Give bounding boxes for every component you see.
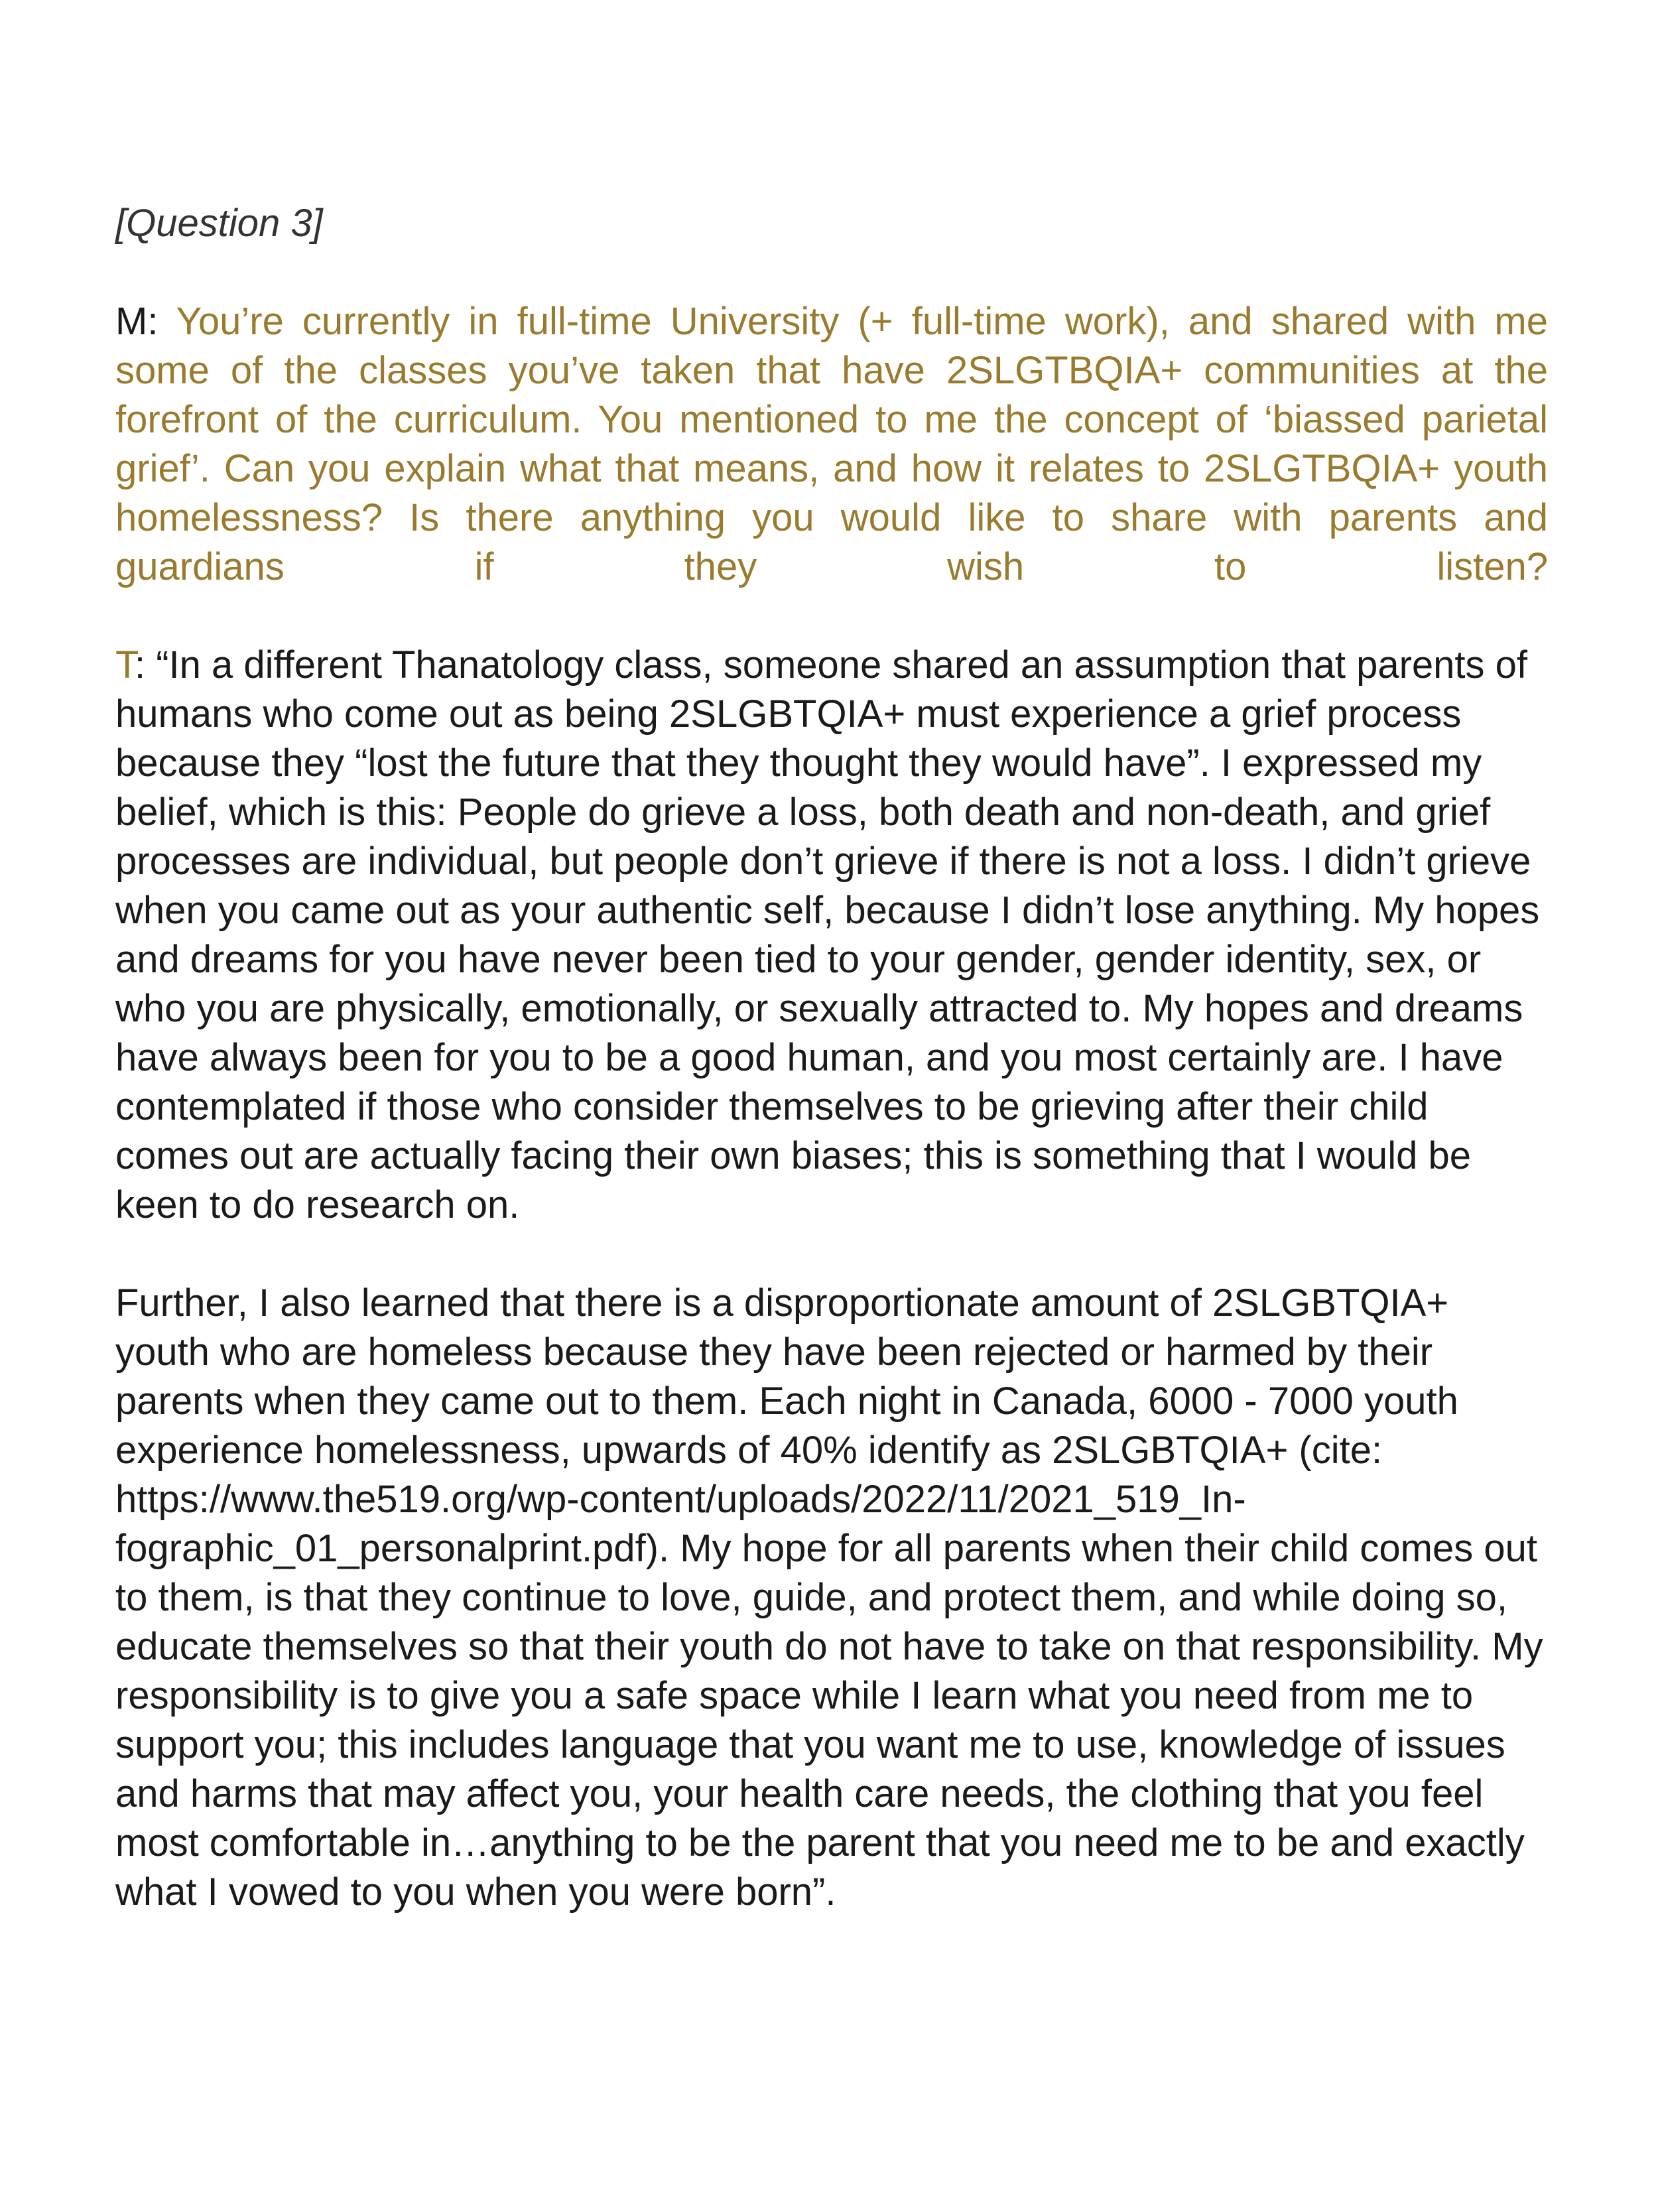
answer-paragraph-2: Further, I also learned that there is a disproportionate amount of 2SLGBTQIA+ youth who are homeless because they have been rejected or harmed by their parents when they came out to them. Each night in Canada, 6000 - 7000 youth experience homelessness, upwards of 40% identify as 2SLGBTQIA+ (cite: https://www.the519.org/wp-content/uploads/2022/11/2021_519_In- fographic_01_personalprint.pdf). My hope for all parents when their child comes out to them, is that they continue to love, guide, and protect them, and while doing so, educate themselves so that their youth do not have to take on that responsibility. My responsibility is to give you a safe space while I learn what you need from me to support you; this includes language that you want me to use, knowledge of issues and harms that may affect you, your health care needs, the clothing that you feel most comfortable in…anything to be the parent that you need me to be and exactly what I vowed to you when you were born”. [115, 1281, 1543, 1914]
question-separator: : [147, 300, 176, 343]
question-text: You’re currently in full-time University (+ full-time work), and shared with me some of the classes you’ve taken that have 2SLGTBQIA+ communities at the forefront of the curriculum. You mentioned to me the concept of ‘biassed parietal grief’. Can you explain what that means, and how it relates to 2SLGTBQIA+ youth homelessness? Is there anything you would like to share with parents and guardians if they wish to listen? [115, 300, 1548, 588]
question-speaker: M [115, 300, 148, 343]
question-heading: [Question 3] [115, 202, 323, 245]
answer-separator: : [135, 643, 157, 686]
answer-paragraph-1 [115, 641, 1548, 1230]
document-page [115, 199, 1548, 1917]
question-block [115, 297, 1548, 592]
answer-speaker: T [115, 643, 135, 686]
answer-paragraph-1-text: “In a different Thanatology class, someone shared an assumption that parents of humans who come out as being 2SLGBTQIA+ must experience a grief process because they “lost the future that they thought they would have”. I expressed my belief, which is this: People do grieve a loss, both death and non-death, and grief processes are individual, but people don’t grieve if there is not a loss. I didn’t grieve when you came out as your authentic self, because I didn’t lose anything. My hopes and dreams for you have never been tied to your gender, gender identity, sex, or who you are physically, emotionally, or sexually attracted to. My hopes and dreams have always been for you to be a good human, and you most certainly are. I have contemplated if those who consider themselves to be grieving after their child comes out are actually facing their own biases; this is something that I would be keen to do research on. [115, 643, 1540, 1226]
